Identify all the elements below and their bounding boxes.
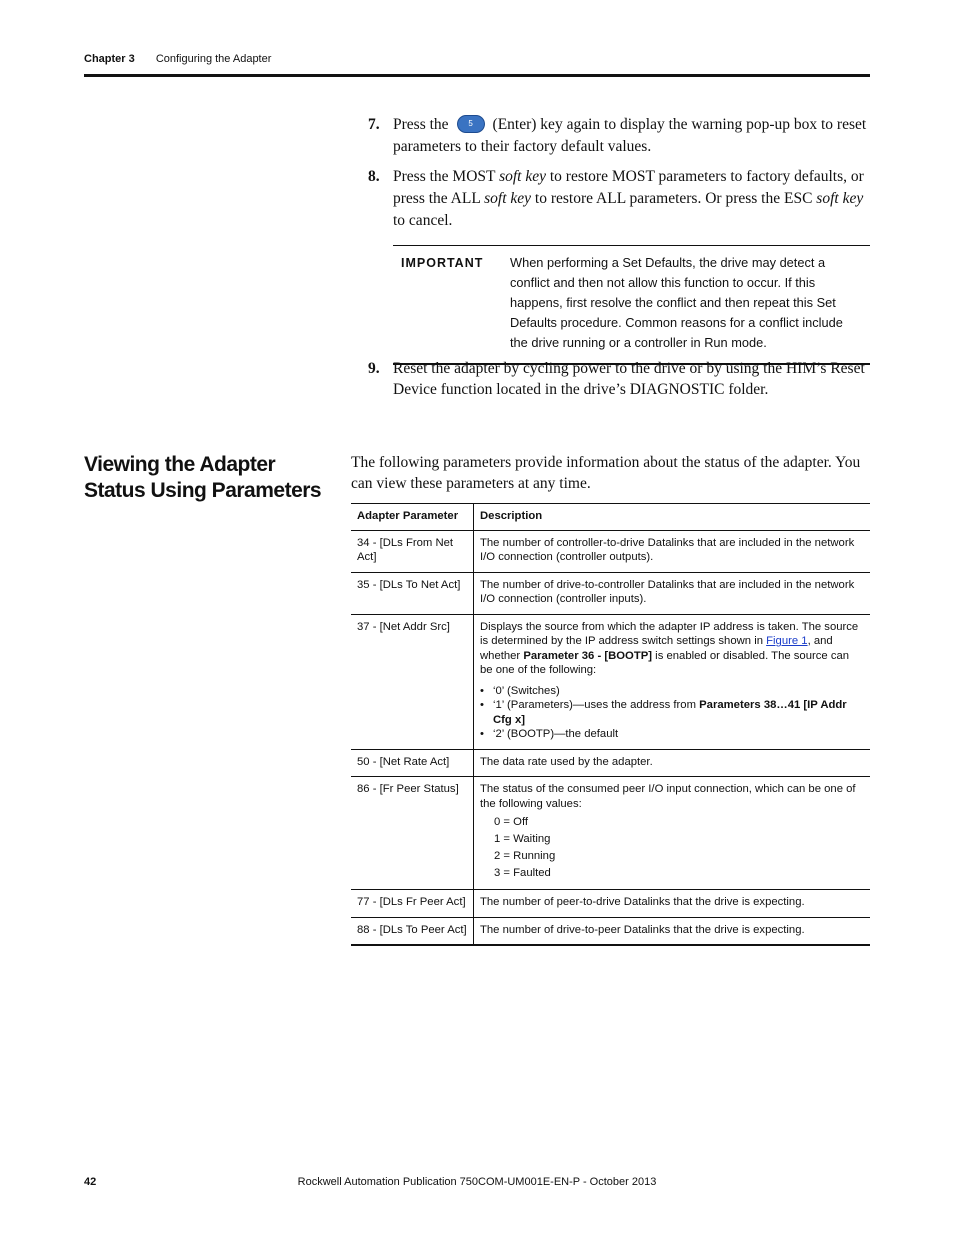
figure-1-link[interactable]: Figure 1 bbox=[766, 635, 808, 647]
table-row bbox=[351, 614, 870, 749]
step-7 bbox=[368, 114, 870, 158]
desc-cell: Displays the source from which the adapter IP address is taken. The source is determined by the IP address switch settings shown in Figure 1, and whether Parameter 36 - [BOOTP] is enabled or disabled. The source can be one of the following: • ‘0’ (Switches) • ‘1’ (Parameters)—uses the address from Parameters 38…41 [IP Addr Cfg x] • ‘2’ (BOOTP)—the default bbox=[474, 614, 871, 749]
section-intro: The following parameters provide information about the status of the adapter. You can view these parameters at any time. bbox=[351, 454, 861, 492]
section-title: Viewing the Adapter Status Using Parameters bbox=[84, 453, 322, 502]
important-text: When performing a Set Defaults, the drive may detect a conflict and then not allow this function to occur. If this happens, first resolve the conflict and then repeat this Set Defaults procedure. Common reasons for a conflict include the drive running or a controller in Run mode. bbox=[510, 255, 843, 350]
header-rule bbox=[84, 74, 870, 77]
page-number: 42 bbox=[84, 1176, 97, 1188]
desc-cell: The number of drive-to-controller Datalinks that are included in the network I/O connection (controller inputs). bbox=[474, 572, 871, 614]
list-item: 3 = Faulted bbox=[494, 867, 551, 879]
param-cell: 37 - [Net Addr Src] bbox=[351, 614, 474, 749]
list-item: • ‘1’ (Parameters)—uses the address from Parameters 38…41 [IP Addr Cfg x] bbox=[480, 698, 864, 727]
param-cell: 77 - [DLs Fr Peer Act] bbox=[351, 890, 474, 918]
step-9 bbox=[368, 358, 870, 408]
parameters-table bbox=[351, 503, 870, 946]
table-row bbox=[351, 777, 870, 890]
step-number: 7. bbox=[368, 116, 380, 133]
step-text: Reset the adapter by cycling power to the drive or by using the HIM’s Reset Device function located in the drive’s DIAGNOSTIC folder. bbox=[393, 360, 865, 398]
step-number: 8. bbox=[368, 168, 380, 185]
publication-info: Rockwell Automation Publication 750COM-UM001E-EN-P - October 2013 bbox=[297, 1176, 657, 1188]
important-note bbox=[393, 245, 870, 365]
table-row bbox=[351, 530, 870, 572]
step-8 bbox=[368, 166, 870, 232]
desc-cell: The status of the consumed peer I/O input connection, which can be one of the following values: 0 = Off 1 = Waiting 2 = Running 3 = Faulted bbox=[474, 777, 871, 890]
list-item: 0 = Off bbox=[494, 816, 529, 828]
enter-key-icon: 5 bbox=[457, 115, 485, 133]
status-values bbox=[480, 814, 864, 882]
chapter-title: Configuring the Adapter bbox=[155, 53, 272, 65]
header-adapter-parameter: Adapter Parameter bbox=[351, 504, 474, 531]
list-item: • ‘2’ (BOOTP)—the default bbox=[480, 727, 864, 742]
step-text: Press the MOST soft key to restore MOST parameters to factory defaults, or press the ALL soft key to restore ALL parameters. Or press the ESC soft key to cancel. bbox=[393, 168, 864, 229]
table-row bbox=[351, 890, 870, 918]
desc-cell: The data rate used by the adapter. bbox=[474, 749, 871, 777]
steps-list bbox=[368, 114, 870, 240]
desc-cell: The number of drive-to-peer Datalinks that the drive is expecting. bbox=[474, 917, 871, 945]
important-label: IMPORTANT bbox=[401, 256, 484, 270]
header-description: Description bbox=[474, 504, 871, 531]
param-cell: 88 - [DLs To Peer Act] bbox=[351, 917, 474, 945]
table-row bbox=[351, 917, 870, 945]
param-cell: 34 - [DLs From Net Act] bbox=[351, 530, 474, 572]
list-item: 2 = Running bbox=[494, 850, 556, 862]
desc-cell: The number of peer-to-drive Datalinks that the drive is expecting. bbox=[474, 890, 871, 918]
step-number: 9. bbox=[368, 360, 380, 377]
source-options-list bbox=[480, 684, 864, 742]
step-text: Press the 5 (Enter) key again to display the warning pop-up box to reset parameters to their factory default values. bbox=[393, 116, 867, 155]
table-row bbox=[351, 749, 870, 777]
chapter-label: Chapter 3 bbox=[84, 53, 135, 65]
param-cell: 50 - [Net Rate Act] bbox=[351, 749, 474, 777]
table-header-row bbox=[351, 504, 870, 531]
list-item: • ‘0’ (Switches) bbox=[480, 684, 864, 699]
desc-cell: The number of controller-to-drive Datalinks that are included in the network I/O connection (controller outputs). bbox=[474, 530, 871, 572]
page-header bbox=[84, 53, 271, 65]
list-item: 1 = Waiting bbox=[494, 833, 551, 845]
param-cell: 35 - [DLs To Net Act] bbox=[351, 572, 474, 614]
table-row bbox=[351, 572, 870, 614]
param-cell: 86 - [Fr Peer Status] bbox=[351, 777, 474, 890]
